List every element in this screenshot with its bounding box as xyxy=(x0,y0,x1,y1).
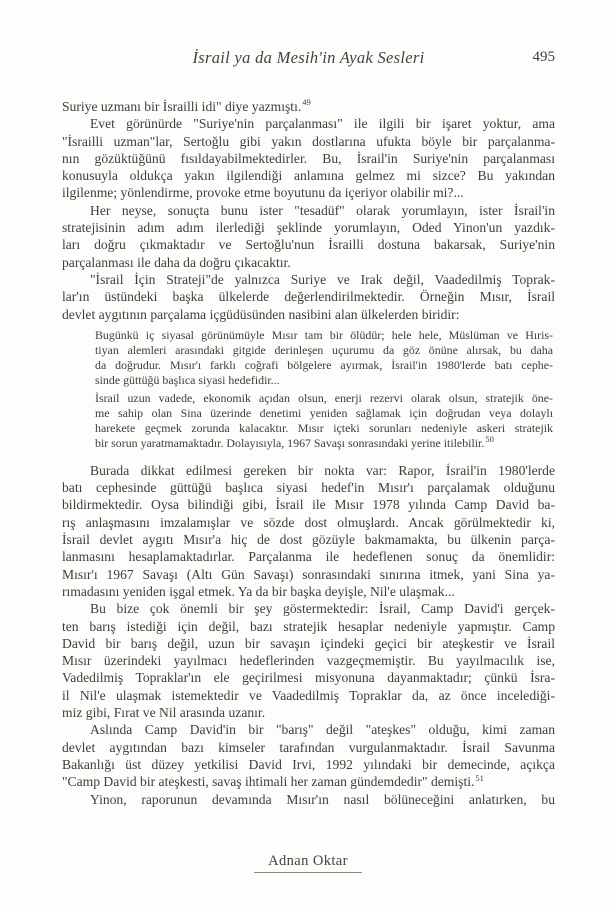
text-line: İsrail uzun vadede, ekonomik açıdan olsun, enerji rezervi olarak olsun, stratejik öne- xyxy=(95,390,553,405)
block-quote xyxy=(95,328,553,388)
text-line: lanmasını hesaplamaktadırlar. Parçalanma ile hedeflenen sonuç da önemlidir: xyxy=(62,549,555,565)
text-line: David bir barış değil, uzun bir savaşın içindeki geçici bir ateşkestir ve İsrail xyxy=(62,635,555,651)
paragraph xyxy=(62,791,555,808)
text-line: Burada dikkat edilmesi gereken bir nokta var: Rapor, İsrail'in 1980'lerde xyxy=(90,462,555,478)
text-line: ilgilenme; yönlendirme, provoke etme boyutunu da içeriyor olabilir mi?... xyxy=(62,185,464,201)
text-line: rış anlaşmasını imzalamışlar ve sözde dost olmuşlardı. Ancak görülmektedir ki, xyxy=(62,514,555,530)
paragraph xyxy=(62,721,555,790)
footnote-ref: 49 xyxy=(302,97,311,108)
text-line: il Nil'e ulaşmak istemektedir ve Vaadedilmiş Topraklar da, az önce incelediği- xyxy=(62,687,555,703)
text-block xyxy=(62,48,555,808)
text-line: devlet aygıtından bazı kimseler tarafından vurgulanmaktadır. İsrail Savunma xyxy=(62,739,555,755)
text-line: lar'ın üstündeki başka ülkelerde değerlendirilmektedir. Örneğin Mısır, İsrail xyxy=(62,289,555,305)
text-line: Bugünkü iç siyasal görünümüyle Mısır tam bir ölüdür; hele hele, Müslüman ve Hıris- xyxy=(95,327,553,342)
text-line: bir sorun yaratmamaktadır. Dolayısıyla, 1967 Savaşı sonrasındaki yerine itilebilir.$^{50}$ xyxy=(95,433,494,450)
text-line: Evet görünürde "Suriye'nin parçalanması" ile ilgili bir işaret yoktur, ama xyxy=(90,116,555,132)
text-line: sinde güttüğü başlıca siyasi hedefidir... xyxy=(95,372,280,387)
page-footer xyxy=(0,852,616,873)
text-line: Yinon, raporunun devamında Mısır'ın nasıl bölüneceğini anlatırken, bu xyxy=(90,791,555,807)
text-line: İsrail devlet aygıtı Mısır'a hiç de dost gözüyle bakmamakta, bu ülkenin parça- xyxy=(62,532,555,548)
text-line: Mısır üzerindeki yayılmacı hedeflerinden vazgeçmemiştir. Bu yayılmacılık ise, xyxy=(62,653,555,669)
text-line: ten barış istediği için değil, bazı stratejik hesaplar nedeniyle yapmıştır. Camp xyxy=(62,618,555,634)
text-line: parçalanması ile daha da doğru çıkacaktır. xyxy=(62,254,291,270)
page-number: 495 xyxy=(532,49,555,65)
running-title: İsrail ya da Mesih'in Ayak Sesleri xyxy=(192,48,425,67)
text-line: stratejisinin adım adım ilerlediği şeklinde yorumlayın, Oded Yinon'un yazdık- xyxy=(62,220,555,236)
text-line: miz gibi, Fırat ve Nil arasında uzanır. xyxy=(62,705,266,721)
page-body xyxy=(62,98,555,808)
paragraph xyxy=(62,271,555,323)
text-line: da doğrudur. Mısır'ı farklı coğrafi bölgelere ayırmak, İsrail'in 1980'lerde batı cephe- xyxy=(95,357,553,372)
text-line: "Camp David bir ateşkesti, savaş ihtimali her zaman gündemdedir" demişti.$^{51}$ xyxy=(62,772,484,790)
block-quote xyxy=(95,391,553,451)
paragraph xyxy=(62,600,555,721)
paragraph xyxy=(62,202,555,271)
text-line: harekete geçmek zorunda kalacaktır. Mısır içteki sorunları nedeniyle askeri stratejik xyxy=(95,420,553,435)
paragraph xyxy=(62,115,555,201)
text-line: ları doğru çıkmaktadır ve Sertoğlu'nun İsrailli dostuna bakarsak, Suriye'nin xyxy=(62,237,555,253)
paragraph xyxy=(62,462,555,600)
text-line: nın gözüktüğünü fısıldayabilmektedirler. Bu, İsrail'in Suriye'nin parçalanması xyxy=(62,150,555,166)
text-line: Mısır'ı 1967 Savaşı (Altı Gün Savaşı) sonrasındaki sınırına itmek, yani Sina ya- xyxy=(62,566,555,582)
text-line: Bu bize çok önemli bir şey göstermektedir: İsrail, Camp David'i gerçek- xyxy=(90,601,555,617)
text-line: "İsrailli uzman"lar, Sertoğlu gibi yakın dostlarına ufukta böyle bir parçalanma- xyxy=(62,133,555,149)
author-name: Adnan Oktar xyxy=(254,853,362,873)
text-line: "İsrail İçin Strateji"de yalnızca Suriye ve Irak değil, Vaadedilmiş Toprak- xyxy=(90,271,555,287)
text-line: Aslında Camp David'in bir "barış" değil "ateşkes" olduğu, kimi zaman xyxy=(90,722,555,738)
paragraph xyxy=(62,98,555,115)
text-line: Her neyse, sonuçta bunu ister "tesadüf" olarak yorumlayın, ister İsrail'in xyxy=(90,202,555,218)
text-line: rımadasını yeniden işgal etmek. Ya da bir başka deyişle, Nil'e ulaşmak... xyxy=(62,583,455,599)
text-line: devlet aygıtının parçalama içgüdüsünden nasibini alan ülkelerden biridir: xyxy=(62,306,460,322)
footnote-ref: 50 xyxy=(485,433,494,444)
text-line: me sahip olan Sina üzerinde denetimi yeniden sağlamak için doğrudan veya dolaylı xyxy=(95,405,553,420)
text-line: Bakanlığı üst düzey yetkilisi David Irvi, 1992 yılındaki bir demecinde, açıkça xyxy=(62,756,555,772)
text-line: Vadedilmiş Topraklar'ın ele geçirilmesi misyonuna dayanmaktadır; çünkü İsra- xyxy=(62,670,555,686)
text-line: tiyan alemleri arasındaki gitgide derinleşen uçurumu da göz önüne alırsak, bu daha xyxy=(95,342,553,357)
text-line: Suriye uzmanı bir İsrailli idi" diye yazmıştı.$^{49}$ xyxy=(62,97,311,114)
footnote-ref: 51 xyxy=(475,772,484,783)
text-line: batı cephesinde güttüğü başlıca siyasi hedef'in Mısır'ı parçalamak olduğunu xyxy=(62,480,555,496)
text-line: konusuyla oldukça yakın ilgilendiği anlamına gelmez mi sizce? Bu yakından xyxy=(62,168,555,184)
page-header xyxy=(62,48,555,70)
text-line: bildirmektedir. Oysa bilindiği gibi, İsrail ile Mısır 1978 yılında Camp David ba- xyxy=(62,497,555,513)
